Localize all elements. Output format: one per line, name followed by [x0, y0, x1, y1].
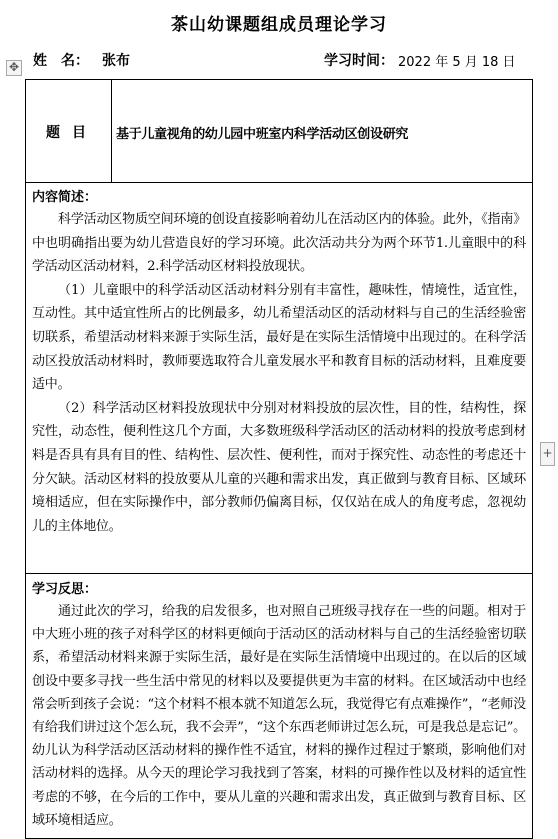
- topic-label: 题目: [46, 125, 98, 141]
- move-handle-icon[interactable]: ✥: [6, 60, 22, 76]
- summary-heading: 内容简述：: [32, 190, 98, 205]
- reflection-cell[interactable]: [26, 574, 532, 838]
- date-label: 学习时间：: [324, 53, 394, 69]
- reflection-heading: 学习反思：: [32, 582, 98, 597]
- date-value: 2022 年 5 月 18 日: [398, 55, 516, 70]
- topic-value[interactable]: 基于儿童视角的幼儿园中班室内科学活动区创设研究: [116, 127, 409, 142]
- name-value: 张布: [102, 53, 130, 69]
- page-title: 茶山幼课题组成员理论学习: [171, 15, 387, 35]
- summary-paragraph: 科学活动区物质空间环境的创设直接影响着幼儿在活动区内的体验。此外，《指南》中也明确指出要为幼儿营造良好的学习环境。此次活动共分为两个环节1.儿童眼中的科学活动区活动材料，2.科学活动区材料投放现状。: [32, 212, 526, 275]
- info-row: [28, 50, 528, 72]
- topic-row: [26, 80, 532, 183]
- topic-label-cell: [26, 80, 112, 182]
- name-label: 姓 名：: [33, 53, 89, 69]
- summary-paragraph: （1）儿童眼中的科学活动区活动材料分别有丰富性，趣味性，情境性，适宜性，互动性。其中适宜性所占的比例最多，幼儿希望活动区的活动材料与自己的生活经验密切联系，希望活动材料来源于实际生活，最好是在实际生活情境中出现过的。在科学活动区投放活动材料时，教师要选取符合儿童发展水平和教育目标的活动材料，且难度要适中。: [32, 282, 526, 393]
- summary-paragraph: （2）科学活动区材料投放现状中分别对材料投放的层次性，目的性，结构性，探究性，动态性，便利性这几个方面，大多数班级科学活动区的活动材料的投放考虑到材料是否具有具有目的性、结构性、层次性、便利性，而对于探究性、动态性的考虑还十分欠缺。活动区材料的投放要从儿童的兴趣和需求出发，真正做到与教育目标、区域环境相适应，但在实际操作中，部分教师仍偏离目标，仅仅站在成人的角度考虑，忽视幼儿的主体地位。: [32, 400, 526, 534]
- add-column-icon[interactable]: +: [540, 442, 555, 466]
- summary-cell[interactable]: [26, 182, 532, 574]
- study-table: [25, 79, 533, 839]
- reflection-paragraph: 通过此次的学习，给我的启发很多，也对照自己班级寻找存在一些的问题。相对于中大班小班的孩子对科学区的材料更倾向于活动区的活动材料与自己的生活经验密切联系，希望活动材料来源于实际生活，最好是在实际生活情境中出现过的。在以后的区域创设中要多寻找一些生活中常见的材料以及要提供更为丰富的材料。在区域活动中也经常会听到孩子会说：“这个材料不根本就不知道怎么玩，我觉得它有点难操作”，“老师没有给我们讲过这个怎么玩，我不会弄”，“这个东西老师讲过怎么玩，可是我总是忘记”。幼儿认为科学活动区活动材料的操作性不适宜，材料的操作过程过于繁琐，影响他们对活动材料的选择。从今天的理论学习我找到了答案，材料的可操作性以及材料的适宜性考虑的不够，在今后的工作中，要从儿童的兴趣和需求出发，真正做到与教育目标、区域环境相适应。: [32, 604, 526, 828]
